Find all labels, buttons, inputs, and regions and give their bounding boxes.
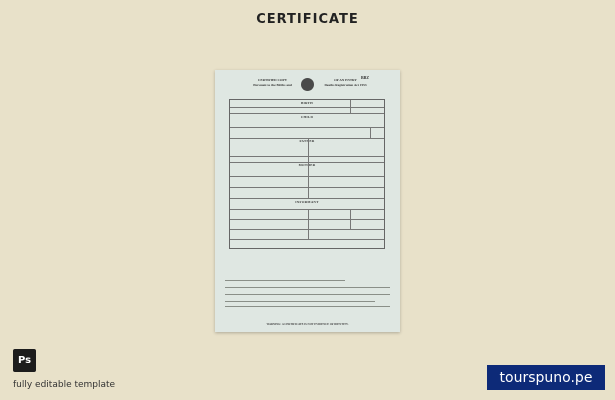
entry-reference: BBZ xyxy=(361,75,370,80)
certificate-form xyxy=(229,99,385,249)
header-right-line-2: Deaths Registration Act 1953 xyxy=(324,83,367,87)
section-child: CHILD xyxy=(300,115,314,119)
header-left xyxy=(245,78,300,88)
header-left-line-2: Pursuant to the Births and xyxy=(253,83,292,87)
photoshop-icon: Ps xyxy=(13,349,36,372)
brand-badge[interactable]: tourspuno.pe xyxy=(487,365,605,390)
section-mother: MOTHER xyxy=(298,163,316,167)
page-title: CERTIFICATE xyxy=(256,12,359,27)
section-birth: BIRTH xyxy=(300,101,313,105)
section-father: FATHER xyxy=(299,139,315,143)
section-informant: INFORMANT xyxy=(295,200,319,204)
certificate-document xyxy=(215,70,400,332)
header-left-line-1: CERTIFIED COPY xyxy=(257,78,288,82)
template-caption: fully editable template xyxy=(13,380,116,390)
certificate-warning: WARNING: A CERTIFICATE IS NOT EVIDENCE OF IDENTITY. xyxy=(266,323,349,326)
header-right-line-1: OF AN ENTRY xyxy=(334,78,357,82)
royal-crest-icon xyxy=(301,78,314,91)
